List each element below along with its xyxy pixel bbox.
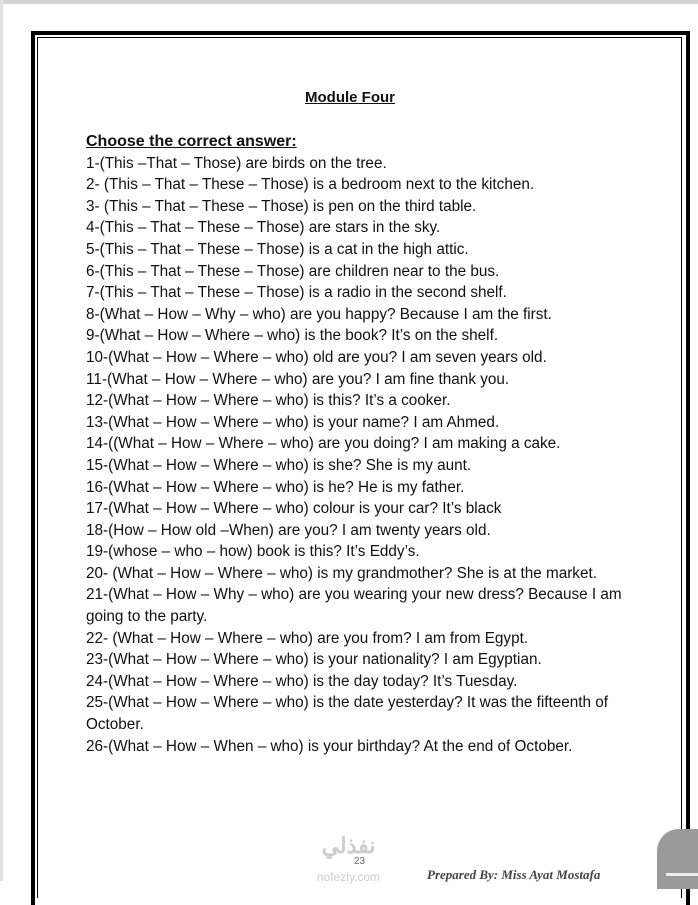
question-item: 1-(This –That – Those) are birds on the tree. xyxy=(86,154,387,172)
question-item: 4-(This – That – These – Those) are stars in the sky. xyxy=(86,219,441,237)
question-item: 5-(This – That – These – Those) is a cat in the high attic. xyxy=(86,240,469,258)
question-item: 21-(What – How – Why – who) are you wearing your new dress? Because I am going to the party. xyxy=(86,586,622,626)
page-corner-tab-line xyxy=(666,873,698,876)
question-item: 23-(What – How – Where – who) is your nationality? I am Egyptian. xyxy=(86,651,542,669)
page-number: 23 xyxy=(354,856,366,867)
watermark-logo xyxy=(306,835,391,883)
exercise xyxy=(86,131,638,757)
question-item: 13-(What – How – Where – who) is your name? I am Ahmed. xyxy=(86,413,500,431)
question-item: 24-(What – How – Where – who) is the day today? It’s Tuesday. xyxy=(86,672,518,690)
question-item: 22- (What – How – Where – who) are you from? I am from Egypt. xyxy=(86,629,529,647)
viewer-top-edge xyxy=(0,0,698,4)
question-item: 26-(What – How – When – who) is your birthday? At the end of October. xyxy=(86,737,573,755)
question-item: 2- (This – That – These – Those) is a bedroom next to the kitchen. xyxy=(86,176,535,194)
question-item: 6-(This – That – These – Those) are children near to the bus. xyxy=(86,262,500,280)
question-item: 17-(What – How – Where – who) colour is your car? It’s black xyxy=(86,500,502,518)
watermark-arabic: نفذلي xyxy=(321,833,376,858)
question-item: 14-((What – How – Where – who) are you doing? I am making a cake. xyxy=(86,435,561,453)
question-item: 12-(What – How – Where – who) is this? It’s a cooker. xyxy=(86,392,451,410)
question-item: 10-(What – How – Where – who) old are you? I am seven years old. xyxy=(86,348,547,366)
question-item: 20- (What – How – Where – who) is my grandmother? She is at the market. xyxy=(86,564,597,582)
question-item: 19-(whose – who – how) book is this? It’s Eddy’s. xyxy=(86,543,420,561)
watermark-latin: nofezly.com xyxy=(316,870,381,884)
question-item: 9-(What – How – Where – who) is the book? It’s on the shelf. xyxy=(86,327,499,345)
exercise-heading: Choose the correct answer: xyxy=(86,133,297,150)
viewer-left-edge xyxy=(0,0,3,881)
question-item: 3- (This – That – These – Those) is pen on the third table. xyxy=(86,197,477,215)
question-item: 25-(What – How – Where – who) is the date yesterday? It was the fifteenth of October. xyxy=(86,694,609,734)
question-item: 7-(This – That – These – Those) is a radio in the second shelf. xyxy=(86,284,507,302)
question-item: 11-(What – How – Where – who) are you? I am fine thank you. xyxy=(86,370,510,388)
question-item: 15-(What – How – Where – who) is she? She is my aunt. xyxy=(86,456,472,474)
footer-author: Prepared By: Miss Ayat Mostafa xyxy=(427,867,601,882)
question-item: 8-(What – How – Why – who) are you happy? Because I am the first. xyxy=(86,305,552,323)
page-corner-tab xyxy=(657,829,698,889)
page-title xyxy=(0,89,698,106)
question-item: 16-(What – How – Where – who) is he? He is my father. xyxy=(86,478,465,496)
question-list xyxy=(86,153,638,758)
question-item: 18-(How – How old –When) are you? I am twenty years old. xyxy=(86,521,491,539)
page-title-text: Module Four xyxy=(305,89,395,106)
